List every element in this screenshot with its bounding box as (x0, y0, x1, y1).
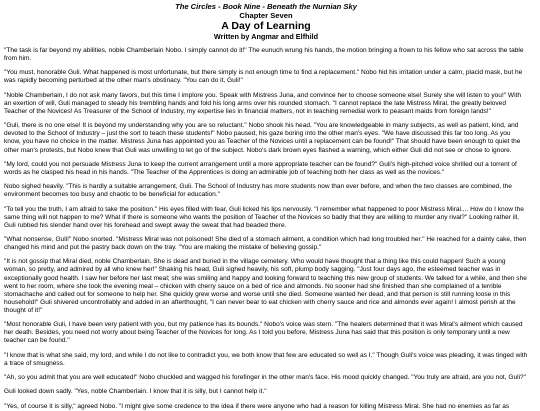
paragraph: "You must, honorable Guli. What happened is most unfortunate, but there simply is not enough time to find a replacement." Nobo hid his irritation under a calm, placid mask, but he was rapidly becoming perturbed at the other man's obstinacy. "You can do it, Guli!" (4, 69, 523, 85)
paragraph: "Ah, so you admit that you are well educated!" Nobo chuckled and wagged his forefinger in the other man's face. His mood quickly changed. "You truly are afraid, are you not, Guli?" (4, 374, 526, 382)
paragraph: "Yes, of course it is silly," agreed Nobo. "I might give some credence to the idea if there were anyone who had a reason for killing Mistress Miral. She had no enemies as far as (4, 402, 510, 410)
paragraph: Nobo sighed heavily. "This is hardly a suitable arrangement, Guli. The School of Industry has more students now than ever before, and when the two classes are combined, the environment becomes too busy and chaotic to be beneficial for education." (4, 183, 512, 199)
paragraph: Guli looked down sadly. "Yes, noble Chamberlain. I know that it is silly, but I cannot help it." (4, 388, 267, 396)
paragraph: "Noble Chamberlain, I do not ask many favors, but this time I implore you. Speak with Mistress Juna, and convince her to choose someone else! Surely she will listen to you!" With an exertion of will, Guli managed to steady his trembling hands and fold his long arms over his rounded stomach. "I cannot replace the late Mistress Miral, the greatly beloved Teacher of the Novices! As Treasurer of the School of Industry, my expertise lies in financial matters, not in teaching remedial work to peasant maids from foreign lands!" (4, 91, 522, 115)
story-text (4, 47, 528, 411)
paragraph: "What nonsense, Guli!" Nobo snorted. "Mistress Miral was not poisoned! She died of a stomach ailment, a condition which had long troubled her." He reached for a dainty cake, then changed his mind and put the pastry back down on the tray. "You are making the mistake of believing gossip." (4, 236, 527, 252)
chapter-header (4, 2, 528, 41)
series-title: The Circles - Book Nine - Beneath the Nurnian Sky (175, 2, 357, 11)
paragraph: "Most honorable Guli, I have been very patient with you, but my patience has its bounds." Nobo's voice was stern. "The healers determined that it was Miral's ailment which caused her death. Besides, you need not worry about being Teacher of the Novices for long. As I told you before, Mistress Juna has said that this position is only temporary until a new teacher can be found." (4, 321, 523, 345)
paragraph: "It is not gossip that Miral died, noble Chamberlain. She is dead and buried in the village cemetery. Who would have thought that a thing like this could happen! Such a young woman, so pretty, and admired by all who knew her!" Shaking his head, Guli sighed heavily, his soft, plump body sagging. "Just four days ago, the esteemed teacher was in exceptionally good health. I saw her before her last meal; she was smiling and happy and looking forward to teaching this new group of students. We talked for a while, and then she went to her room, where she took the evening meal – chicken with cherry sauce on a bed of rice and almonds. No sooner had she finished than she complained of a terrible stomachache and called out for someone to help her. She quickly grew worse and worse until she died. Someone wanted her dead, and that person is still running loose in this household!" Guli shivered uncontrollably and added in an afterthought, "I can never bear to eat chicken with cherry sauce and rice and almonds ever again! I almost perish at the thought of it!" (4, 258, 527, 314)
chapter-number: Chapter Seven (239, 11, 293, 20)
chapter-title: A Day of Learning (221, 20, 311, 32)
paragraph: "My lord, could you not persuade Mistress Juna to keep the current arrangement until a more appropriate teacher can be found?" Guli's high-pitched voice shrilled out a torrent of words as he clasped his head in his hands. "The Teacher of the Apprentices is doing an admirable job of teaching both her class as well as the novices." (4, 160, 517, 176)
paragraph: "Guli, there is no one else! It is beyond my understanding why you are so reluctant." Nobo shook his head. "You are knowledgeable in many subjects, as well as patient, kind, and devoted to the School of Industry – just the sort to teach these students!" Nobo paused, his gaze boring into the other man's eyes. "We have discussed this far too long. As you know, you have no choice in the matter. Mistress Juna has appointed you as Teacher of the Novices until a replacement can be found!" That should have been enough to quiet the other man's protests, but Nobo knew that Guli was unwilling to let go of the subject. Nobo's dark brown eyes flashed a warning, which either Guli did not see or chose to ignore. (4, 122, 521, 154)
paragraph: "I know that is what she said, my lord, and while I do not like to contradict you, we both know that few are educated so well as I." Though Guli's voice was pleading, it was tinged with a trace of smugness. (4, 351, 528, 367)
paragraph: "The task is far beyond my abilities, noble Chamberlain Nobo. I simply cannot do it!" The eunuch wrung his hands, the motion bringing a frown to his fellow who sat across the table from him. (4, 47, 524, 63)
paragraph: "To tell you the truth, I am afraid to take the position." His eyes filled with fear, Guli licked his lips nervously. "I remember what happened to poor Mistress Miral.... How do I know the same thing will not happen to me? What if there is someone who wants the position of Teacher of the Novices so badly that they are willing to murder any rival?" Looking rather ill, Guli rubbed his slender hand over his forehead and swept away the sweat that had beaded there. (4, 205, 524, 229)
author-line: Written by Angmar and Elfhild (213, 32, 319, 41)
